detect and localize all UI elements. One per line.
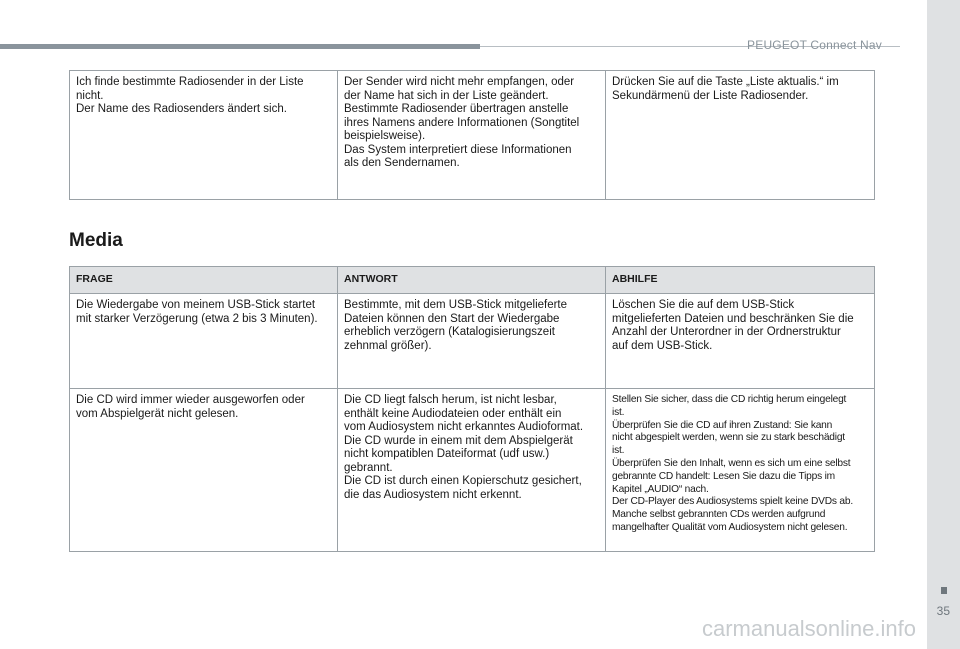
cell-text-line: Überprüfen Sie die CD auf ihren Zustand: Sie kann bbox=[612, 419, 833, 431]
cell-text-line: ihres Namens andere Informationen (Songtitel bbox=[344, 116, 580, 129]
table-cell-question bbox=[70, 389, 338, 552]
table-cell-remedy bbox=[606, 294, 875, 389]
cell-text-line: Sekundärmenü der Liste Radiosender. bbox=[612, 89, 809, 102]
cell-text-line: Das System interpretiert diese Informationen bbox=[344, 143, 572, 156]
column-header-answer: ANTWORT bbox=[338, 267, 606, 294]
table-cell-remedy bbox=[606, 389, 875, 552]
section-title: Media bbox=[69, 230, 123, 251]
cell-text-line: enthält keine Audiodateien oder enthält ein bbox=[344, 407, 562, 420]
table-cell-question bbox=[70, 71, 338, 200]
cell-text-line: Der CD-Player des Audiosystems spielt keine DVDs ab. bbox=[612, 496, 853, 508]
cell-text-line: vom Abspielgerät nicht gelesen. bbox=[76, 407, 239, 420]
cell-text-line: Die CD wird immer wieder ausgeworfen oder bbox=[76, 394, 305, 406]
cell-text-line: Der Name des Radiosenders ändert sich. bbox=[76, 103, 287, 115]
cell-text-line: Überprüfen Sie den Inhalt, wenn es sich um eine selbst bbox=[612, 457, 851, 469]
table-row bbox=[70, 294, 875, 389]
page-edge-strip bbox=[927, 0, 960, 649]
cell-text-line: Stellen Sie sicher, dass die CD richtig herum eingelegt bbox=[612, 394, 847, 405]
cell-text-line: der Name hat sich in der Liste geändert. bbox=[344, 89, 549, 102]
cell-text-line: vom Audiosystem nicht erkanntes Audioformat. bbox=[344, 421, 584, 433]
cell-text-line: Die Wiedergabe von meinem USB-Stick startet bbox=[76, 299, 316, 311]
column-header-question: FRAGE bbox=[70, 267, 338, 294]
table-cell-answer bbox=[338, 294, 606, 389]
table-row bbox=[70, 389, 875, 552]
table-cell-answer bbox=[338, 71, 606, 200]
watermark: carmanualsonline.info bbox=[701, 616, 916, 641]
page-number: 35 bbox=[936, 604, 950, 618]
cell-text-line: nicht abgespielt werden, wenn sie zu stark beschädigt bbox=[612, 432, 845, 444]
cell-text-line: ist. bbox=[612, 406, 625, 418]
cell-text-line: Drücken Sie auf die Taste „Liste aktualis.“ im bbox=[612, 76, 839, 88]
cell-text-line: Anzahl der Unterordner in der Ordnerstruktur bbox=[612, 326, 841, 338]
cell-text-line: gebrannt. bbox=[344, 461, 393, 474]
cell-text-line: Die CD wurde in einem mit dem Abspielgerät bbox=[344, 434, 573, 447]
cell-text-line: Die CD ist durch einen Kopierschutz gesichert, bbox=[344, 475, 582, 487]
cell-text-line: Bestimmte, mit dem USB-Stick mitgelieferte bbox=[344, 299, 568, 311]
table-cell-remedy bbox=[606, 71, 875, 200]
cell-text-line: als den Sendernamen. bbox=[344, 157, 460, 169]
cell-text-line: beispielsweise). bbox=[344, 130, 426, 142]
cell-text-line: Der Sender wird nicht mehr empfangen, oder bbox=[344, 76, 575, 88]
cell-text-line: nicht kompatiblen Dateiformat (udf usw.) bbox=[344, 448, 550, 460]
brand-label: PEUGEOT Connect Nav bbox=[747, 38, 882, 52]
table-cell-question bbox=[70, 294, 338, 389]
cell-text-line: Löschen Sie die auf dem USB-Stick bbox=[612, 299, 795, 311]
table-cell-answer bbox=[338, 389, 606, 552]
cell-text-line: Bestimmte Radiosender übertragen anstelle bbox=[344, 103, 569, 115]
cell-text-line: gebrannte CD handelt: Lesen Sie dazu die Tipps im bbox=[612, 470, 835, 482]
cell-text-line: erheblich verzögern (Katalogisierungszeit bbox=[344, 326, 555, 338]
cell-text-line: mit starker Verzögerung (etwa 2 bis 3 Minuten). bbox=[76, 312, 318, 325]
cell-text-line: Ich finde bestimmte Radiosender in der Liste bbox=[76, 76, 304, 88]
column-header-remedy: ABHILFE bbox=[606, 267, 875, 294]
header-rule-thick bbox=[0, 44, 480, 49]
media-troubleshooting-table bbox=[69, 266, 875, 552]
table-row bbox=[70, 71, 875, 200]
cell-text-line: Dateien können den Start der Wiedergabe bbox=[344, 312, 560, 325]
cell-text-line: Die CD liegt falsch herum, ist nicht lesbar, bbox=[344, 394, 557, 406]
page-marker bbox=[941, 587, 947, 594]
cell-text-line: nicht. bbox=[76, 89, 104, 102]
radio-troubleshooting-table bbox=[69, 70, 875, 200]
cell-text-line: zehnmal größer). bbox=[344, 339, 432, 352]
cell-text-line: mangelhafter Qualität vom Audiosystem nicht gelesen. bbox=[612, 521, 848, 533]
cell-text-line: Manche selbst gebrannten CDs werden aufgrund bbox=[612, 509, 826, 521]
cell-text-line: ist. bbox=[612, 445, 625, 457]
cell-text-line: mitgelieferten Dateien und beschränken Sie die bbox=[612, 312, 854, 325]
cell-text-line: die das Audiosystem nicht erkennt. bbox=[344, 488, 522, 501]
cell-text-line: Kapitel „AUDIO“ nach. bbox=[612, 483, 709, 495]
cell-text-line: auf dem USB-Stick. bbox=[612, 339, 713, 352]
table-header-row bbox=[70, 267, 875, 294]
